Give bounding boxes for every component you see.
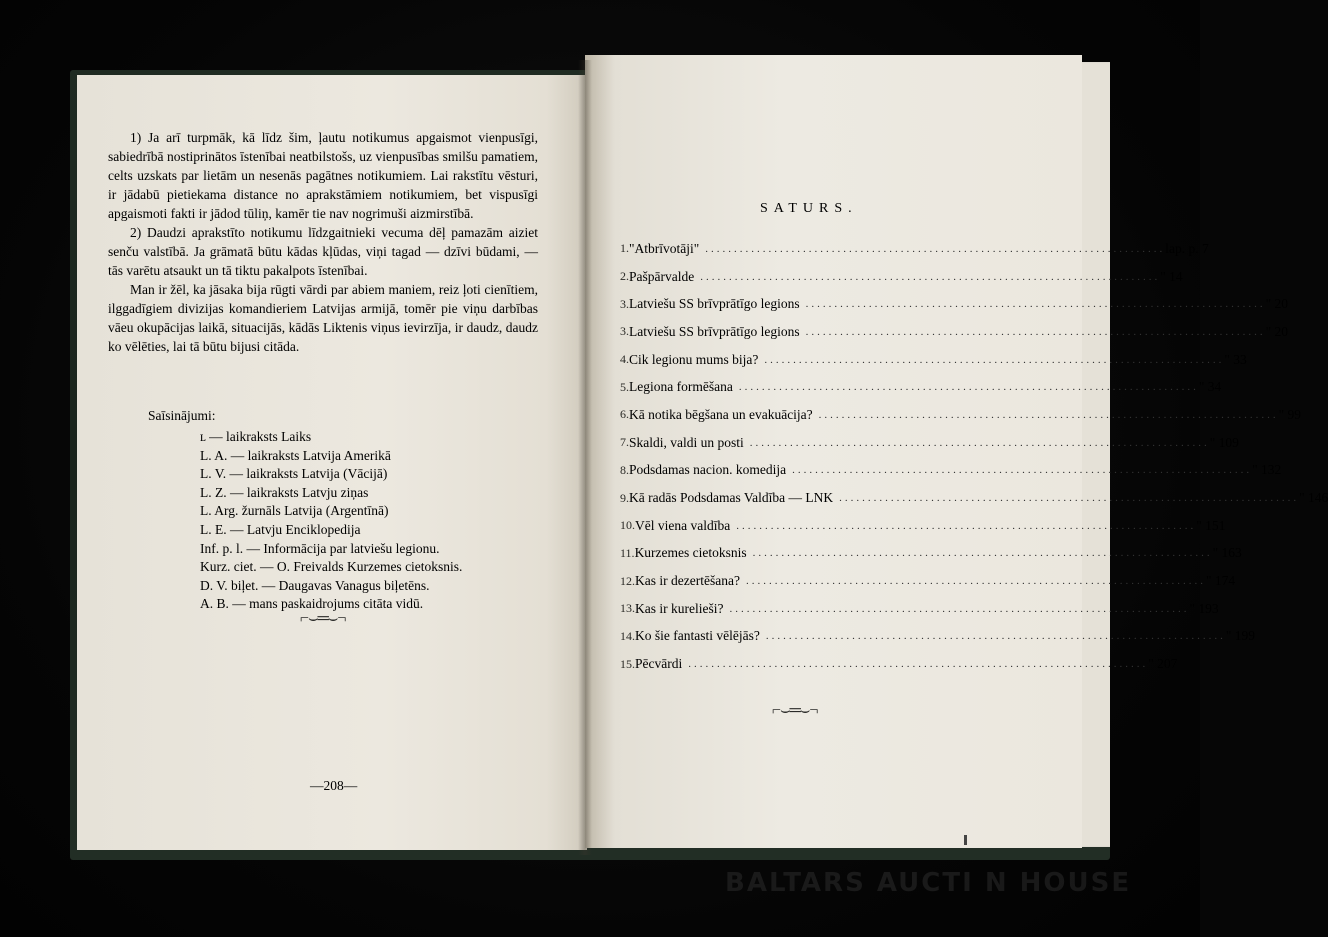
toc-chapter-title: Kurzemes cietoksnis — [634, 545, 747, 561]
book-gutter — [578, 60, 592, 855]
toc-number: 11. — [620, 545, 635, 560]
toc-leader-dots: ................................................................................ — [749, 436, 1210, 449]
toc-page-number: " 199 — [1225, 628, 1255, 644]
toc-row — [620, 429, 1239, 457]
toc-row — [620, 373, 1222, 401]
toc-number: 3. — [620, 296, 629, 311]
toc-number: 7. — [620, 435, 629, 450]
toc-page-number: " 193 — [1189, 600, 1219, 616]
toc-page-number: " 109 — [1209, 434, 1239, 450]
toc-number: 3. — [620, 324, 629, 339]
toc-number: 14. — [620, 628, 635, 643]
abbreviation-item: Inf. p. l. — Informācija par latviešu legionu. — [200, 540, 440, 556]
toc-row — [620, 623, 1255, 651]
toc-page-number: " 132 — [1252, 462, 1282, 478]
toc-leader-dots: ................................................................................ — [688, 658, 1149, 671]
toc-number: 4. — [620, 352, 629, 367]
toc-row — [620, 401, 1302, 429]
toc-leader-dots: ................................................................................ — [818, 408, 1279, 421]
toc-row — [620, 540, 1242, 568]
abbreviation-item: L. Arg. žurnāls Latvija (Argentīnā) — [200, 503, 389, 519]
toc-number: 8. — [620, 462, 629, 477]
toc-number: 12. — [620, 573, 635, 588]
toc-number: 2. — [620, 269, 629, 284]
toc-page-number: " 99 — [1278, 406, 1302, 422]
toc-leader-dots: ................................................................................ — [805, 325, 1266, 338]
toc-page-number: " 146 — [1299, 490, 1328, 506]
toc-leader-dots: ................................................................................ — [839, 492, 1300, 505]
toc-row — [620, 484, 1328, 512]
abbreviations-list — [200, 428, 462, 614]
abbreviation-item: ʟ — laikraksts Laiks — [200, 429, 312, 444]
left-page-body — [108, 128, 538, 356]
toc-chapter-title: Skaldi, valdi un posti — [629, 434, 744, 450]
toc-chapter-title: Latviešu SS brīvprātīgo legions — [629, 323, 800, 339]
toc-page-number: " 20 — [1265, 323, 1288, 339]
toc-chapter-title: Vēl viena valdība — [635, 517, 731, 533]
table-of-contents — [620, 235, 1328, 678]
abbreviation-item: L. Z. — laikraksts Latvju ziņas — [200, 484, 369, 500]
auction-watermark: BALTARS AUCTI N HOUSE — [725, 868, 1132, 898]
toc-chapter-title: Kas ir dezertēšana? — [635, 573, 740, 589]
toc-page-number: " 163 — [1212, 545, 1242, 561]
toc-row — [620, 567, 1236, 595]
toc-number: 5. — [620, 379, 629, 394]
toc-chapter-title: Pēcvārdi — [635, 656, 683, 672]
abbreviations-heading: Saīsinājumi: — [148, 408, 216, 423]
toc-number: 1. — [620, 241, 629, 256]
toc-heading: SATURS. — [760, 201, 858, 216]
toc-leader-dots: ................................................................................ — [729, 602, 1190, 615]
abbreviation-item: L. E. — Latvju Enciklopedija — [200, 521, 361, 537]
toc-row — [620, 263, 1183, 291]
toc-chapter-title: "Atbrīvotāji" — [629, 240, 700, 256]
toc-leader-dots: ................................................................................ — [705, 242, 1166, 255]
toc-leader-dots: ................................................................................ — [700, 270, 1161, 283]
toc-number: 13. — [620, 601, 635, 616]
toc-leader-dots: ................................................................................ — [764, 353, 1225, 366]
page-number: —208— — [310, 778, 358, 793]
toc-leader-dots: ................................................................................ — [792, 464, 1253, 477]
toc-chapter-title: Ko šie fantasti vēlējās? — [635, 628, 760, 644]
toc-row — [620, 595, 1219, 623]
toc-row — [620, 290, 1288, 318]
page-corner-mark — [964, 835, 967, 845]
toc-page-number: " 207 — [1148, 656, 1178, 672]
toc-leader-dots: ................................................................................ — [752, 547, 1213, 560]
toc-number: 15. — [620, 656, 635, 671]
ornament-divider-icon: ⌐⌣═⌣¬ — [772, 702, 818, 719]
toc-leader-dots: ................................................................................ — [738, 381, 1199, 394]
toc-chapter-title: Kā notika bēgšana un evakuācija? — [629, 406, 813, 422]
toc-leader-dots: ................................................................................ — [736, 519, 1197, 532]
abbreviation-item: L. V. — laikraksts Latvija (Vācijā) — [200, 466, 388, 482]
toc-number: 9. — [620, 490, 629, 505]
toc-row — [620, 650, 1178, 678]
abbreviation-item: D. V. biļet. — Daugavas Vanagus biļetēns. — [200, 577, 430, 593]
toc-page-number: " 34 — [1198, 379, 1222, 395]
toc-chapter-title: Podsdamas nacion. komedija — [629, 462, 787, 478]
paragraph-2: 2) Daudzi aprakstīto notikumu līdzgaitnieki vecuma dēļ pamazām aiziet senču valstībā. Ja grāmatā būtu kādas kļūdas, viņi tagad — dzīvi būdami, — tās varētu atsaukt un tā tiktu pakalpots īstenībai. — [108, 225, 538, 278]
toc-leader-dots: ................................................................................ — [765, 630, 1226, 643]
abbreviation-item: L. A. — laikraksts Latvija Amerikā — [200, 447, 391, 463]
toc-number: 6. — [620, 407, 629, 422]
toc-number: 10. — [620, 518, 635, 533]
toc-chapter-title: Kā radās Podsdamas Valdība — LNK — [629, 490, 834, 506]
toc-chapter-title: Cik legionu mums bija? — [629, 351, 759, 367]
toc-page-number: " 33 — [1224, 351, 1247, 367]
ornament-divider-icon: ⌐⌣═⌣¬ — [300, 610, 346, 627]
toc-row — [620, 457, 1282, 485]
abbreviation-item: A. B. — mans paskaidrojums citāta vidū. — [200, 596, 424, 612]
toc-row — [620, 512, 1226, 540]
toc-chapter-title: Kas ir kurelieši? — [635, 600, 724, 616]
abbreviation-item: Kurz. ciet. — O. Freivalds Kurzemes cietoksnis. — [200, 559, 463, 575]
toc-page-number: lap. p. 7 — [1165, 240, 1209, 256]
paragraph-1: 1) Ja arī turpmāk, kā līdz šim, ļautu notikumus apgaismot vienpusīgi, sabiedrībā nostiprinātos īstenībai neatbilstošs, uz vienpusības smilšu pamatiem, celts uzskats par lietām un nesenās pagātnes notikumiem. Lai rakstītu vēsturi, ir jādabū pietiekama distance no aprakstāmiem notikumiem, bet vispusīgi apgaismoti fakti ir jādod tūliņ, kamēr tie nav nogrimuši aizmirstībā. — [108, 130, 538, 221]
toc-row — [620, 235, 1209, 263]
toc-page-number: " 14 — [1160, 268, 1183, 284]
toc-chapter-title: Latviešu SS brīvprātīgo legions — [629, 296, 800, 312]
toc-leader-dots: ................................................................................ — [805, 298, 1266, 311]
toc-page-number: " 20 — [1265, 296, 1288, 312]
toc-chapter-title: Legiona formēšana — [629, 379, 733, 395]
paragraph-3: Man ir žēl, ka jāsaka bija rūgti vārdi par abiem maniem, reiz ļoti cienītiem, ilggadīgiem divizijas komandieriem Latvijas armijā, tomēr pie viņu darbības vāeu okupācijas laikā, situacijās, kādās Liktenis viņus ievirzīja, ir daudz, daudz ko vēlēties, lai tā būtu bijusi citāda. — [108, 282, 538, 354]
toc-row — [620, 318, 1288, 346]
toc-row — [620, 346, 1247, 374]
toc-chapter-title: Pašpārvalde — [629, 268, 695, 284]
toc-leader-dots: ................................................................................ — [745, 575, 1206, 588]
toc-page-number: " 174 — [1205, 573, 1236, 589]
toc-page-number: " 151 — [1196, 517, 1226, 533]
